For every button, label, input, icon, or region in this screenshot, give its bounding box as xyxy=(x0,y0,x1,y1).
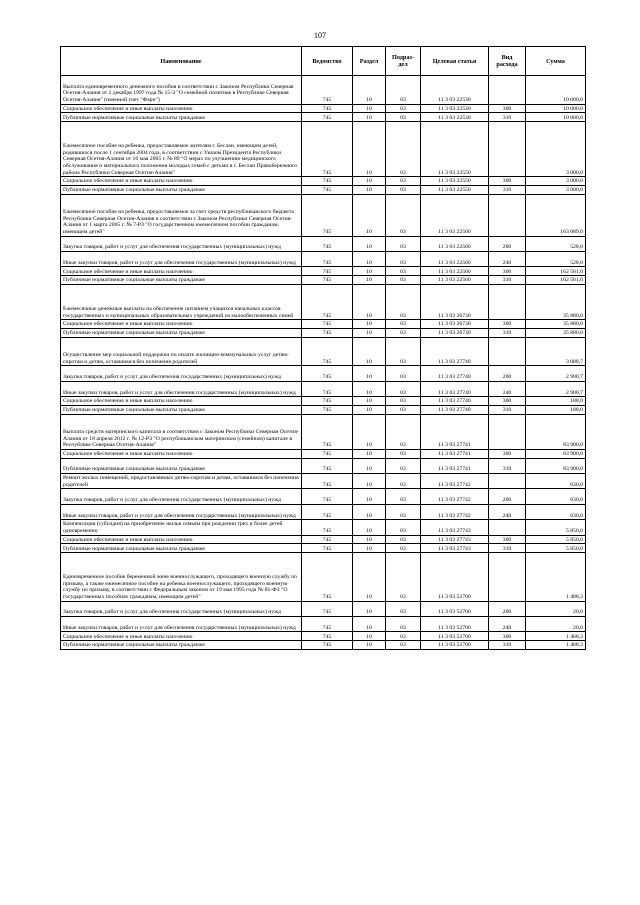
cell-subsection: 03 xyxy=(386,535,421,544)
cell-amount: 163 089,0 xyxy=(526,194,586,236)
cell-target-article: 11 3 03 52700 xyxy=(421,641,489,650)
cell-target-article: 11 3 03 22530 xyxy=(421,104,489,113)
cell-target-article: 11 3 03 27741 xyxy=(421,449,489,458)
cell-expense-type: 240 xyxy=(489,251,526,266)
cell-amount: 630,0 xyxy=(526,504,586,519)
cell-name: Ежемесячное пособие на ребенка, предоставляемое жителям г. Беслан, имеющим детей, родившихся после 1 сентября 2004 года, в соответствии с Указом Президента Республики Северная Осетия-Алания от 16 мая 2005 г. № 89 "О мерах по улучшению медицинского обслуживания и материального положения молодых семей с детьми в г. Беслан Правобережного района Республики Северная Осетия-Алания" xyxy=(61,122,302,177)
cell-department: 745 xyxy=(302,553,353,601)
cell-department: 745 xyxy=(302,504,353,519)
cell-subsection: 03 xyxy=(386,104,421,113)
cell-target-article: 11 3 03 22560 xyxy=(421,251,489,266)
cell-amount: 162 561,0 xyxy=(526,267,586,276)
table-row xyxy=(61,177,586,186)
table-row xyxy=(61,236,586,251)
cell-expense-type: 300 xyxy=(489,320,526,329)
cell-section: 10 xyxy=(353,458,386,473)
cell-subsection: 03 xyxy=(386,328,421,337)
cell-subsection: 03 xyxy=(386,601,421,616)
cell-amount: 35 880,0 xyxy=(526,320,586,329)
table-row xyxy=(61,76,586,105)
cell-expense-type: 300 xyxy=(489,104,526,113)
cell-target-article: 11 3 03 26730 xyxy=(421,328,489,337)
cell-name: Социальное обеспечение и иные выплаты населению xyxy=(61,449,302,458)
cell-subsection: 03 xyxy=(386,414,421,449)
cell-name: Социальное обеспечение и иные выплаты населению xyxy=(61,632,302,641)
cell-target-article: 11 3 03 22530 xyxy=(421,113,489,122)
cell-department: 745 xyxy=(302,617,353,632)
cell-expense-type: 200 xyxy=(489,366,526,381)
cell-expense-type xyxy=(489,76,526,105)
cell-subsection: 03 xyxy=(386,251,421,266)
cell-expense-type: 310 xyxy=(489,458,526,473)
cell-target-article: 11 3 03 52700 xyxy=(421,632,489,641)
cell-target-article: 11 3 03 22550 xyxy=(421,122,489,177)
cell-name: Закупка товаров, работ и услуг для обеспечения государственных (муниципальных) нужд xyxy=(61,366,302,381)
cell-section: 10 xyxy=(353,276,386,285)
table-row xyxy=(61,185,586,194)
cell-subsection: 03 xyxy=(386,544,421,553)
cell-name: Публичные нормативные социальные выплаты гражданам xyxy=(61,113,302,122)
cell-section: 10 xyxy=(353,520,386,535)
cell-target-article: 11 3 03 27741 xyxy=(421,458,489,473)
table-row xyxy=(61,320,586,329)
cell-expense-type: 300 xyxy=(489,449,526,458)
header-amount: Сумма xyxy=(526,47,586,76)
cell-department: 745 xyxy=(302,185,353,194)
cell-name: Социальное обеспечение и иные выплаты населению xyxy=(61,397,302,406)
cell-section: 10 xyxy=(353,405,386,414)
cell-department: 745 xyxy=(302,328,353,337)
cell-department: 745 xyxy=(302,177,353,186)
table-row xyxy=(61,405,586,414)
cell-target-article: 11 3 03 27743 xyxy=(421,520,489,535)
cell-amount: 83 900,0 xyxy=(526,458,586,473)
cell-department: 745 xyxy=(302,276,353,285)
cell-expense-type: 240 xyxy=(489,504,526,519)
header-target-article: Целевая статья xyxy=(421,47,489,76)
table-row xyxy=(61,520,586,535)
cell-target-article: 11 3 03 52700 xyxy=(421,601,489,616)
header-section: Раздел xyxy=(353,47,386,76)
cell-department: 745 xyxy=(302,544,353,553)
cell-amount: 83 900,0 xyxy=(526,449,586,458)
cell-amount: 1 468,3 xyxy=(526,641,586,650)
table-row xyxy=(61,276,586,285)
cell-name: Ремонт жилых помещений, предоставляемых детям-сиротам и детям, оставшимся без попечения родителей xyxy=(61,474,302,489)
cell-amount: 2 900,7 xyxy=(526,366,586,381)
cell-subsection: 03 xyxy=(386,520,421,535)
cell-name: Публичные нормативные социальные выплаты гражданам xyxy=(61,276,302,285)
cell-department: 745 xyxy=(302,414,353,449)
cell-amount: 10 000,0 xyxy=(526,113,586,122)
cell-name: Выплата средств материнского капитала в соответствии с Законом Республики Северная Осетия-Алания от 18 апреля 2012 г. № 12-РЗ "О республиканском материнском (семейном) капитале в Республике Северная Осетия-Алания" xyxy=(61,414,302,449)
cell-target-article: 11 3 03 27742 xyxy=(421,504,489,519)
cell-section: 10 xyxy=(353,397,386,406)
header-department: Ведомство xyxy=(302,47,353,76)
cell-amount: 528,0 xyxy=(526,236,586,251)
cell-section: 10 xyxy=(353,236,386,251)
cell-target-article: 11 3 03 26730 xyxy=(421,320,489,329)
cell-subsection: 03 xyxy=(386,405,421,414)
cell-amount: 5 850,0 xyxy=(526,520,586,535)
cell-subsection: 03 xyxy=(386,194,421,236)
cell-amount: 3 000,0 xyxy=(526,122,586,177)
table-row xyxy=(61,337,586,366)
cell-name: Социальное обеспечение и иные выплаты населению xyxy=(61,320,302,329)
page-number: 107 xyxy=(314,31,326,40)
cell-amount: 630,0 xyxy=(526,474,586,489)
cell-name: Публичные нормативные социальные выплаты гражданам xyxy=(61,458,302,473)
cell-target-article: 11 3 03 27740 xyxy=(421,366,489,381)
cell-target-article: 11 3 03 27743 xyxy=(421,544,489,553)
cell-section: 10 xyxy=(353,535,386,544)
cell-amount: 10 000,0 xyxy=(526,104,586,113)
cell-subsection: 03 xyxy=(386,320,421,329)
cell-section: 10 xyxy=(353,267,386,276)
cell-expense-type xyxy=(489,520,526,535)
cell-section: 10 xyxy=(353,617,386,632)
cell-section: 10 xyxy=(353,320,386,329)
header-subsection: Подраз-дел xyxy=(386,47,421,76)
header-expense-type: Вид расхода xyxy=(489,47,526,76)
table-row xyxy=(61,397,586,406)
cell-expense-type: 300 xyxy=(489,267,526,276)
cell-subsection: 03 xyxy=(386,337,421,366)
cell-section: 10 xyxy=(353,177,386,186)
cell-name: Компенсация (субсидия) на приобретение жилья семьям при рождении трех и более детей одновременно xyxy=(61,520,302,535)
cell-name: Единовременное пособие беременной жене военнослужащего, проходящего военную службу по призыву, а также ежемесячное пособие на ребенка военнослужащего, проходящего военную службу по призыву, в соответствии с Федеральным законом от 19 мая 1995 года № 81-ФЗ "О государственных пособиях гражданам, имеющим детей" xyxy=(61,553,302,601)
cell-expense-type: 310 xyxy=(489,405,526,414)
cell-target-article: 11 3 03 22560 xyxy=(421,236,489,251)
cell-section: 10 xyxy=(353,544,386,553)
cell-expense-type: 310 xyxy=(489,544,526,553)
cell-expense-type: 310 xyxy=(489,113,526,122)
cell-department: 745 xyxy=(302,267,353,276)
cell-name: Ежемесячные денежные выплаты на обеспечение питанием учащихся начальных классов государственных и муниципальных образовательных учреждений из малообеспеченных семей xyxy=(61,284,302,319)
cell-amount: 528,0 xyxy=(526,251,586,266)
cell-expense-type xyxy=(489,284,526,319)
cell-section: 10 xyxy=(353,76,386,105)
cell-section: 10 xyxy=(353,381,386,396)
cell-section: 10 xyxy=(353,632,386,641)
cell-department: 745 xyxy=(302,458,353,473)
cell-name: Социальное обеспечение и иные выплаты населению xyxy=(61,177,302,186)
cell-subsection: 03 xyxy=(386,449,421,458)
cell-target-article: 11 3 03 22530 xyxy=(421,76,489,105)
cell-section: 10 xyxy=(353,185,386,194)
cell-expense-type: 310 xyxy=(489,185,526,194)
cell-target-article: 11 3 03 27741 xyxy=(421,414,489,449)
cell-expense-type xyxy=(489,414,526,449)
cell-subsection: 03 xyxy=(386,177,421,186)
table-row xyxy=(61,601,586,616)
cell-subsection: 03 xyxy=(386,474,421,489)
cell-subsection: 03 xyxy=(386,185,421,194)
cell-section: 10 xyxy=(353,328,386,337)
cell-subsection: 03 xyxy=(386,381,421,396)
cell-expense-type xyxy=(489,122,526,177)
cell-name: Иные закупки товаров, работ и услуг для обеспечения государственных (муниципальных) нужд xyxy=(61,381,302,396)
table-row xyxy=(61,535,586,544)
table-row xyxy=(61,414,586,449)
cell-subsection: 03 xyxy=(386,236,421,251)
cell-department: 745 xyxy=(302,601,353,616)
cell-section: 10 xyxy=(353,104,386,113)
cell-amount: 10 000,0 xyxy=(526,76,586,105)
cell-subsection: 03 xyxy=(386,632,421,641)
table-row xyxy=(61,284,586,319)
header-name: Наименование xyxy=(61,47,302,76)
cell-subsection: 03 xyxy=(386,366,421,381)
cell-amount: 1 488,3 xyxy=(526,553,586,601)
cell-department: 745 xyxy=(302,405,353,414)
cell-amount: 20,0 xyxy=(526,601,586,616)
cell-expense-type: 300 xyxy=(489,397,526,406)
cell-section: 10 xyxy=(353,194,386,236)
cell-target-article: 11 3 03 26730 xyxy=(421,284,489,319)
cell-section: 10 xyxy=(353,284,386,319)
cell-name: Закупка товаров, работ и услуг для обеспечения государственных (муниципальных) нужд xyxy=(61,601,302,616)
cell-target-article: 11 3 03 27740 xyxy=(421,381,489,396)
cell-amount: 3 088,7 xyxy=(526,337,586,366)
cell-name: Публичные нормативные социальные выплаты гражданам xyxy=(61,544,302,553)
cell-name: Иные закупки товаров, работ и услуг для обеспечения государственных (муниципальных) нужд xyxy=(61,617,302,632)
table-row xyxy=(61,474,586,489)
cell-department: 745 xyxy=(302,104,353,113)
cell-section: 10 xyxy=(353,489,386,504)
cell-expense-type: 200 xyxy=(489,236,526,251)
cell-target-article: 11 3 03 52700 xyxy=(421,617,489,632)
cell-amount: 630,0 xyxy=(526,489,586,504)
budget-table xyxy=(60,46,586,650)
table-row xyxy=(61,449,586,458)
cell-subsection: 03 xyxy=(386,489,421,504)
cell-amount: 188,0 xyxy=(526,405,586,414)
cell-subsection: 03 xyxy=(386,276,421,285)
cell-subsection: 03 xyxy=(386,113,421,122)
cell-section: 10 xyxy=(353,504,386,519)
table-row xyxy=(61,458,586,473)
cell-amount: 3 000,0 xyxy=(526,177,586,186)
cell-name: Публичные нормативные социальные выплаты гражданам xyxy=(61,185,302,194)
cell-department: 745 xyxy=(302,641,353,650)
cell-name: Иные закупки товаров, работ и услуг для обеспечения государственных (муниципальных) нужд xyxy=(61,251,302,266)
cell-department: 745 xyxy=(302,535,353,544)
table-row xyxy=(61,267,586,276)
cell-subsection: 03 xyxy=(386,641,421,650)
cell-department: 745 xyxy=(302,194,353,236)
table-row xyxy=(61,504,586,519)
cell-name: Публичные нормативные социальные выплаты гражданам xyxy=(61,405,302,414)
cell-target-article: 11 3 03 22550 xyxy=(421,177,489,186)
cell-department: 745 xyxy=(302,320,353,329)
cell-amount: 188,0 xyxy=(526,397,586,406)
cell-name: Социальное обеспечение и иные выплаты населению xyxy=(61,267,302,276)
cell-department: 745 xyxy=(302,251,353,266)
cell-expense-type: 310 xyxy=(489,641,526,650)
cell-section: 10 xyxy=(353,449,386,458)
cell-target-article: 11 3 03 22560 xyxy=(421,267,489,276)
cell-amount: 35 880,0 xyxy=(526,284,586,319)
table-row xyxy=(61,122,586,177)
cell-department: 745 xyxy=(302,449,353,458)
cell-target-article: 11 3 03 22560 xyxy=(421,194,489,236)
cell-target-article: 11 3 03 27742 xyxy=(421,489,489,504)
cell-amount: 3 000,0 xyxy=(526,185,586,194)
cell-name: Осуществление мер социальной поддержки по оплате жилищно-коммунальных услуг детям-сиротам и детям, оставшимся без попечения родителей xyxy=(61,337,302,366)
cell-section: 10 xyxy=(353,474,386,489)
cell-department: 745 xyxy=(302,397,353,406)
cell-name: Публичные нормативные социальные выплаты гражданам xyxy=(61,328,302,337)
cell-department: 745 xyxy=(302,113,353,122)
cell-target-article: 11 3 03 27742 xyxy=(421,474,489,489)
cell-expense-type: 300 xyxy=(489,535,526,544)
cell-name: Публичные нормативные социальные выплаты гражданам xyxy=(61,641,302,650)
cell-expense-type xyxy=(489,553,526,601)
cell-section: 10 xyxy=(353,337,386,366)
cell-subsection: 03 xyxy=(386,617,421,632)
table-row xyxy=(61,113,586,122)
cell-department: 745 xyxy=(302,632,353,641)
cell-subsection: 03 xyxy=(386,458,421,473)
cell-name: Социальное обеспечение и иные выплаты населению xyxy=(61,104,302,113)
cell-department: 745 xyxy=(302,236,353,251)
cell-amount: 20,0 xyxy=(526,617,586,632)
cell-subsection: 03 xyxy=(386,553,421,601)
cell-name: Иные закупки товаров, работ и услуг для обеспечения государственных (муниципальных) нужд xyxy=(61,504,302,519)
table-row xyxy=(61,553,586,601)
table-row xyxy=(61,544,586,553)
cell-subsection: 03 xyxy=(386,397,421,406)
cell-department: 745 xyxy=(302,520,353,535)
cell-amount: 83 900,0 xyxy=(526,414,586,449)
cell-expense-type: 310 xyxy=(489,276,526,285)
cell-target-article: 11 3 03 22560 xyxy=(421,276,489,285)
table-row xyxy=(61,328,586,337)
cell-name: Социальное обеспечение и иные выплаты населению xyxy=(61,535,302,544)
cell-section: 10 xyxy=(353,366,386,381)
cell-department: 745 xyxy=(302,366,353,381)
cell-section: 10 xyxy=(353,601,386,616)
cell-amount: 1 468,3 xyxy=(526,632,586,641)
table-row xyxy=(61,632,586,641)
cell-name: Выплата единовременного денежного пособия в соответствии с Законом Республики Северная Осетия-Алания от 2 декабря 1997 года № 15-З "О семейной политике в Республике Северная Осетия-Алания" (именной счет "Фарн") xyxy=(61,76,302,105)
table-row xyxy=(61,104,586,113)
cell-expense-type: 200 xyxy=(489,489,526,504)
cell-name: Ежемесячное пособие на ребенка, предоставляемое за счет средств республиканского бюджета Республики Северная Осетия-Алания в соответствии с Законом Республики Северная Осетия-Алания от 1 марта 2005 г. № 7-РЗ "О государственном ежемесячном пособии гражданам, имеющим детей" xyxy=(61,194,302,236)
table-header-row xyxy=(61,47,586,76)
table-row xyxy=(61,194,586,236)
cell-target-article: 11 3 03 27740 xyxy=(421,337,489,366)
table-row xyxy=(61,489,586,504)
cell-subsection: 03 xyxy=(386,267,421,276)
cell-subsection: 03 xyxy=(386,284,421,319)
cell-target-article: 11 3 03 22550 xyxy=(421,185,489,194)
cell-section: 10 xyxy=(353,553,386,601)
table-row xyxy=(61,641,586,650)
table-row xyxy=(61,366,586,381)
cell-target-article: 11 3 03 27740 xyxy=(421,405,489,414)
cell-subsection: 03 xyxy=(386,122,421,177)
cell-expense-type: 240 xyxy=(489,617,526,632)
cell-expense-type: 310 xyxy=(489,328,526,337)
cell-department: 745 xyxy=(302,337,353,366)
table-body xyxy=(61,76,586,650)
table-row xyxy=(61,381,586,396)
cell-name: Закупка товаров, работ и услуг для обеспечения государственных (муниципальных) нужд xyxy=(61,489,302,504)
cell-section: 10 xyxy=(353,414,386,449)
cell-target-article: 11 3 03 27740 xyxy=(421,397,489,406)
cell-target-article: 11 3 03 52700 xyxy=(421,553,489,601)
cell-department: 745 xyxy=(302,381,353,396)
cell-department: 745 xyxy=(302,284,353,319)
cell-amount: 5 850,0 xyxy=(526,544,586,553)
cell-department: 745 xyxy=(302,122,353,177)
cell-section: 10 xyxy=(353,251,386,266)
cell-target-article: 11 3 03 27743 xyxy=(421,535,489,544)
cell-subsection: 03 xyxy=(386,504,421,519)
cell-department: 745 xyxy=(302,76,353,105)
cell-department: 745 xyxy=(302,474,353,489)
cell-department: 745 xyxy=(302,489,353,504)
cell-name: Закупка товаров, работ и услуг для обеспечения государственных (муниципальных) нужд xyxy=(61,236,302,251)
cell-section: 10 xyxy=(353,113,386,122)
cell-expense-type xyxy=(489,474,526,489)
cell-expense-type: 240 xyxy=(489,381,526,396)
cell-section: 10 xyxy=(353,122,386,177)
cell-subsection: 03 xyxy=(386,76,421,105)
cell-section: 10 xyxy=(353,641,386,650)
cell-expense-type xyxy=(489,194,526,236)
cell-amount: 35 880,0 xyxy=(526,328,586,337)
cell-expense-type: 300 xyxy=(489,632,526,641)
table-row xyxy=(61,617,586,632)
cell-amount: 162 561,0 xyxy=(526,276,586,285)
cell-expense-type xyxy=(489,337,526,366)
cell-amount: 2 900,7 xyxy=(526,381,586,396)
cell-amount: 5 850,0 xyxy=(526,535,586,544)
table-row xyxy=(61,251,586,266)
cell-expense-type: 300 xyxy=(489,177,526,186)
cell-expense-type: 200 xyxy=(489,601,526,616)
